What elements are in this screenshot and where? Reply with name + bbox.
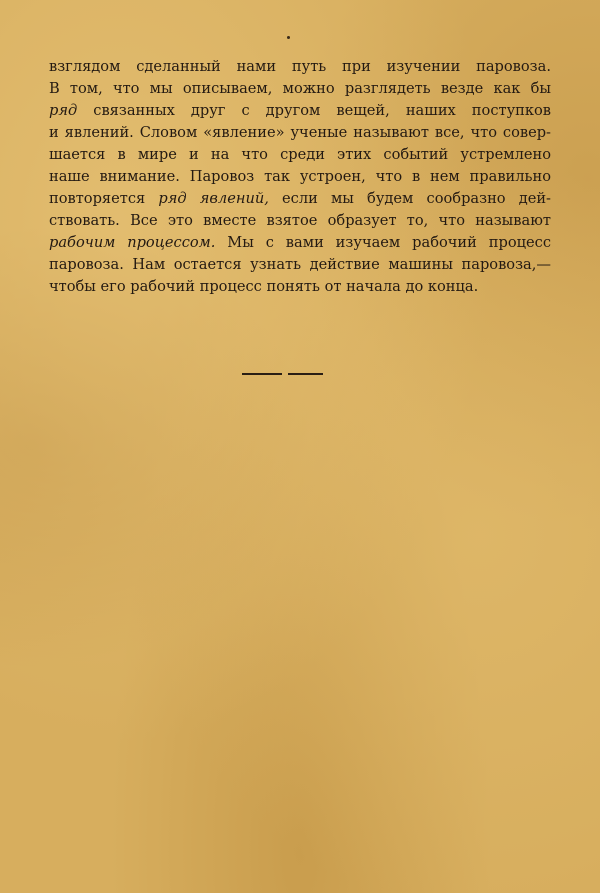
emphasis: ряд явлений,	[158, 190, 269, 207]
emphasis: рабочим процессом.	[49, 234, 216, 251]
text-line: и явлений. Словом «явление» ученые называют все, что совер-	[49, 124, 551, 141]
text-line: взглядом сделанный нами путь при изучении паровоза.	[49, 58, 551, 75]
text-line: наше внимание. Паровоз так устроен, что в нем правильно	[49, 168, 551, 185]
text-line: рабочим процессом. Мы с вами изучаем рабочий процесс	[49, 234, 551, 251]
text-line: ряд связанных друг с другом вещей, наших поступков	[49, 102, 551, 119]
text-line: паровоза. Нам остается узнать действие машины паровоза,—	[49, 256, 551, 273]
text-line: ствовать. Все это вместе взятое образует то, что называют	[49, 212, 551, 229]
text-line: чтобы его рабочий процесс понять от начала до конца.	[49, 278, 479, 295]
page-mark	[287, 36, 290, 39]
emphasis: ряд	[49, 102, 78, 119]
text-line: шается в мире и на что среди этих событий устремлено	[49, 146, 551, 163]
section-divider	[288, 373, 323, 375]
section-divider	[242, 373, 282, 375]
text-line: В том, что мы описываем, можно разглядеть везде как бы	[49, 80, 551, 97]
body-text	[49, 56, 551, 298]
text-line: повторяется ряд явлений, если мы будем сообразно дей-	[49, 190, 551, 207]
